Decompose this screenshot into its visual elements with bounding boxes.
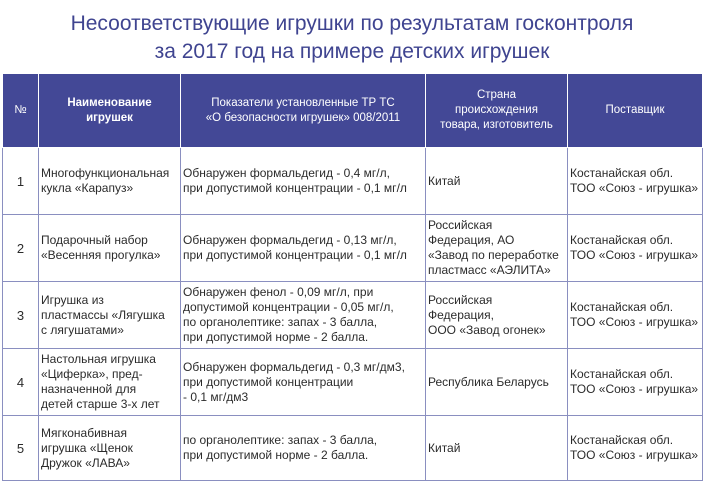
cell-text-line: при допустимой концентрации [183, 374, 354, 389]
header-name [39, 74, 181, 148]
indicators-cell [181, 282, 426, 349]
cell-text-line: Российская [428, 218, 493, 232]
cell-text-line: игрушек [86, 111, 133, 124]
cell-text-line: Поставщик [605, 104, 665, 116]
table-row [3, 148, 703, 215]
row-number: 2 [3, 215, 39, 282]
cell-text-line: Обнаружен фенол - 0,09 мг/л, при [183, 285, 374, 299]
cell-text-line: Мягконабивная [41, 425, 127, 440]
cell-text-line: ТОО «Союз - игрушка» [570, 315, 699, 329]
cell-text-line: ТОО «Союз - игрушка» [570, 248, 699, 262]
header-num [3, 74, 39, 148]
cell-text-line: Федерация, [428, 307, 494, 322]
cell-text-line: «Завод по переработке [428, 248, 559, 262]
cell-text-line: Республика Беларусь [428, 374, 549, 389]
row-number: 4 [3, 349, 39, 416]
table-row [3, 215, 703, 282]
cell-text-line: Игрушка из [41, 292, 104, 307]
cell-text-line: Костанайская обл. [570, 300, 674, 314]
header-indicators [181, 74, 426, 148]
cell-text-line: «Весенняя прогулка» [41, 248, 161, 262]
cell-text-line: с лягушатами» [41, 322, 124, 337]
cell-text-line: № [14, 104, 27, 116]
cell-text-line: пластмасс «АЭЛИТА» [428, 263, 551, 277]
country-cell [426, 416, 568, 481]
toy-name [39, 416, 181, 481]
cell-text-line: при допустимой концентрации - 0,1 мг/л [183, 248, 407, 262]
toy-name [39, 215, 181, 282]
supplier-cell [568, 215, 703, 282]
cell-text-line: Дружок «ЛАВА» [41, 455, 130, 470]
table-header-row [3, 74, 703, 148]
cell-text-line: Обнаружен формальдегид - 0,13 мг/л, [183, 233, 397, 247]
supplier-cell [568, 349, 703, 416]
indicators-cell [181, 215, 426, 282]
title-line-1: Несоответствующие игрушки по результатам госконтроля [70, 12, 634, 35]
cell-text-line: при допустимой норме - 2 балла. [183, 330, 369, 344]
cell-text-line: кукла «Карапуз» [41, 181, 134, 195]
table-row [3, 416, 703, 481]
country-cell [426, 349, 568, 416]
cell-text-line: товара, изготовитель [440, 119, 553, 131]
cell-text-line: Наименование [67, 96, 152, 109]
cell-text-line: Страна [476, 89, 517, 101]
supplier-cell [568, 148, 703, 215]
header-country [426, 74, 568, 148]
cell-text-line: Показатели установленные ТР ТС [211, 96, 395, 109]
indicators-cell [181, 416, 426, 481]
cell-text-line: ТОО «Союз - игрушка» [570, 181, 699, 195]
cell-text-line: допустимой концентрации - 0,05 мг/л, [183, 300, 394, 314]
supplier-cell [568, 416, 703, 481]
cell-text-line: происхождения [455, 104, 538, 116]
cell-text-line: назначенной для [41, 382, 137, 396]
table-row [3, 349, 703, 416]
cell-text-line: Обнаружен формальдегид - 0,4 мг/л, [183, 166, 390, 180]
toys-table [2, 73, 703, 481]
cell-text-line: ТОО «Союз - игрушка» [570, 448, 699, 462]
row-number: 1 [3, 148, 39, 215]
header-supplier [568, 74, 703, 148]
cell-text-line: Подарочный набор [41, 233, 148, 247]
supplier-cell [568, 282, 703, 349]
cell-text-line: по органолептике: запах - 3 балла, [183, 433, 378, 447]
cell-text-line: Китай [428, 173, 461, 188]
indicators-cell [181, 349, 426, 416]
page-title [0, 0, 704, 63]
cell-text-line: игрушка «Щенок [41, 440, 133, 455]
cell-text-line: Федерация, АО [428, 233, 515, 247]
cell-text-line: Костанайская обл. [570, 233, 674, 247]
cell-text-line: Российская [428, 292, 493, 307]
cell-text-line: ТОО «Союз - игрушка» [570, 382, 699, 396]
country-cell [426, 282, 568, 349]
cell-text-line: детей старше 3-х лет [41, 397, 160, 411]
indicators-cell [181, 148, 426, 215]
cell-text-line: - 0,1 мг/дм3 [183, 389, 249, 404]
country-cell [426, 148, 568, 215]
cell-text-line: Костанайская обл. [570, 166, 674, 180]
toy-name [39, 282, 181, 349]
cell-text-line: Китай [428, 440, 461, 455]
cell-text-line: Настольная игрушка [41, 352, 156, 366]
toy-name [39, 349, 181, 416]
cell-text-line: при допустимой концентрации - 0,1 мг/л [183, 181, 407, 195]
cell-text-line: Костанайская обл. [570, 433, 674, 447]
cell-text-line: ООО «Завод огонек» [428, 322, 546, 337]
cell-text-line: по органолептике: запах - 3 балла, [183, 315, 378, 329]
country-cell [426, 215, 568, 282]
row-number: 3 [3, 282, 39, 349]
cell-text-line: Многофункциональная [41, 166, 170, 180]
cell-text-line: «Циферка», пред- [41, 367, 143, 381]
cell-text-line: пластмассы «Лягушка [41, 307, 165, 322]
cell-text-line: «О безопасности игрушек» 008/2011 [205, 111, 401, 124]
cell-text-line: Костанайская обл. [570, 367, 674, 381]
title-line-2: за 2017 год на примере детских игрушек [154, 40, 550, 63]
toy-name [39, 148, 181, 215]
cell-text-line: при допустимой норме - 2 балла. [183, 448, 369, 462]
cell-text-line: Обнаружен формальдегид - 0,3 мг/дм3, [183, 359, 405, 374]
table-row [3, 282, 703, 349]
row-number: 5 [3, 416, 39, 481]
